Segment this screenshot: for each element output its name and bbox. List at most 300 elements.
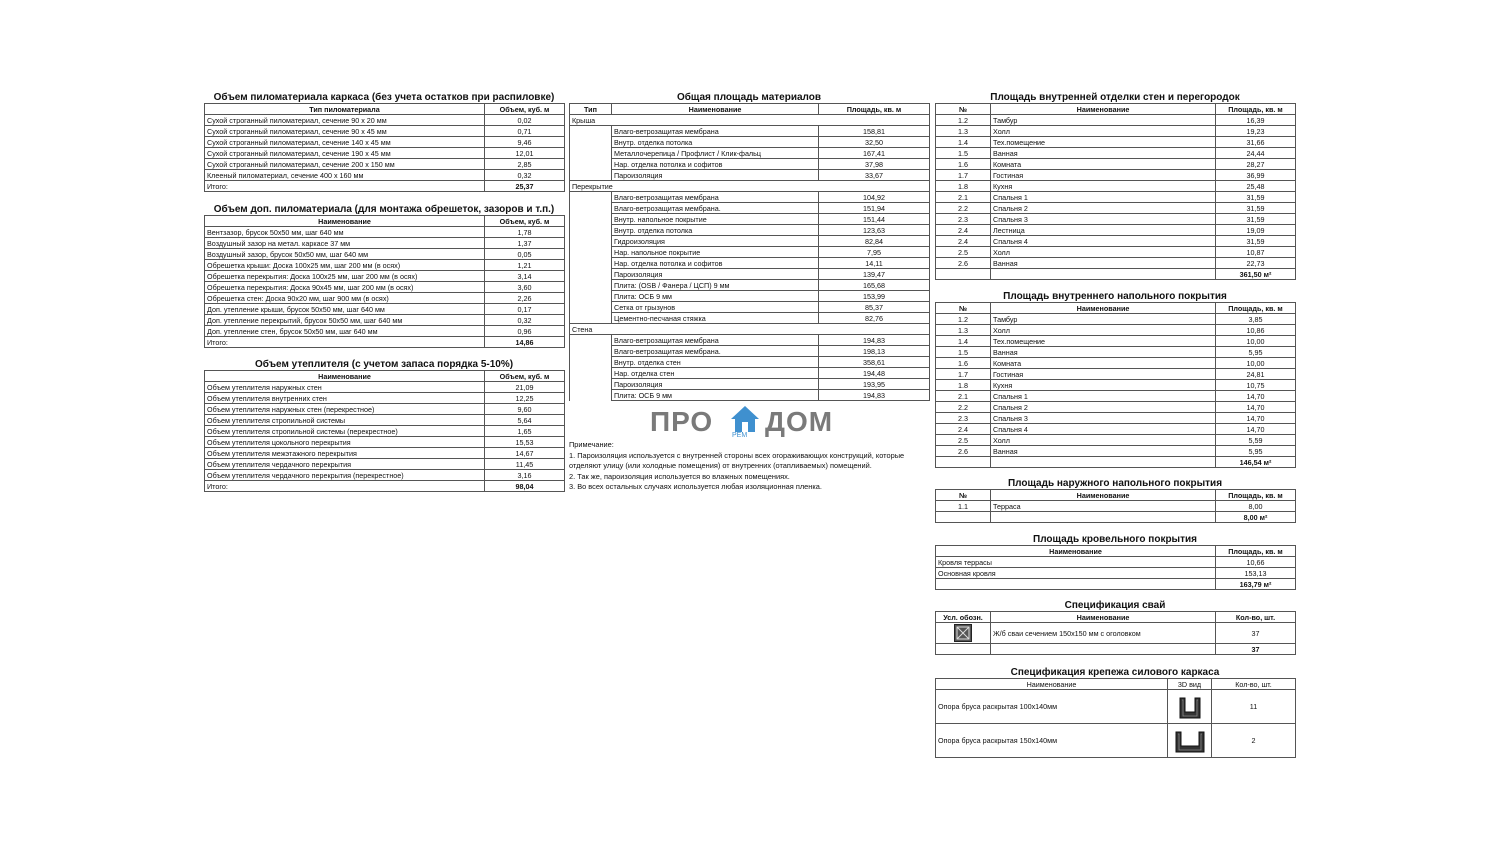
item-value: 0,96	[485, 326, 565, 337]
material-name: Внутр. напольное покрытие	[612, 214, 819, 225]
item-value: 3,14	[485, 271, 565, 282]
insulation-volume-section	[204, 359, 564, 492]
room-area: 24,44	[1216, 148, 1296, 159]
material-name: Гидроизоляция	[612, 236, 819, 247]
empty-cell	[936, 579, 1216, 590]
room-number: 1.5	[936, 347, 991, 358]
item-value: 5,64	[485, 415, 565, 426]
room-number: 2.1	[936, 192, 991, 203]
table-row	[570, 313, 930, 324]
table-row	[936, 181, 1296, 192]
logo-sub: РЕМ	[732, 432, 748, 439]
room-area: 10,00	[1216, 358, 1296, 369]
type-spacer	[570, 291, 612, 302]
material-area: 194,83	[819, 390, 930, 401]
table-row	[570, 302, 930, 313]
table-row	[205, 282, 565, 293]
table-row	[936, 236, 1296, 247]
table-row	[936, 347, 1296, 358]
beam-support-icon	[1173, 728, 1207, 754]
room-name: Тамбур	[991, 115, 1216, 126]
table-row	[205, 137, 565, 148]
table-row	[205, 249, 565, 260]
table-row	[570, 335, 930, 346]
item-value: 3,16	[485, 470, 565, 481]
material-name: Внутр. отделка стен	[612, 357, 819, 368]
room-name: Холл	[991, 126, 1216, 137]
empty-cell	[936, 457, 991, 468]
material-name: Цементно-песчаная стяжка	[612, 313, 819, 324]
table-row	[570, 236, 930, 247]
group-row	[570, 115, 930, 126]
material-area: 194,83	[819, 335, 930, 346]
room-area: 19,23	[1216, 126, 1296, 137]
table-row	[205, 426, 565, 437]
item-name: Сухой строганный пиломатериал, сечение 200 х 150 мм	[205, 159, 485, 170]
room-area: 5,59	[1216, 435, 1296, 446]
table-row	[205, 148, 565, 159]
table-row	[936, 690, 1296, 724]
type-spacer	[570, 379, 612, 390]
type-spacer	[570, 390, 612, 401]
pile-count: 37	[1216, 623, 1296, 644]
material-area: 14,11	[819, 258, 930, 269]
material-area: 82,76	[819, 313, 930, 324]
type-spacer	[570, 148, 612, 159]
total-row	[936, 457, 1296, 468]
frame-volume-section	[204, 92, 564, 192]
item-value: 21,09	[485, 382, 565, 393]
room-area: 3,85	[1216, 314, 1296, 325]
room-number: 1.7	[936, 369, 991, 380]
col-header: Наименование	[612, 104, 819, 115]
col-header: Кол-во, шт.	[1216, 612, 1296, 623]
item-name: Объем утеплителя стропильной системы	[205, 415, 485, 426]
table-row	[936, 247, 1296, 258]
table-row	[936, 159, 1296, 170]
table-row	[570, 148, 930, 159]
room-name: Тех.помещение	[991, 336, 1216, 347]
logo-text-left: ПРО	[650, 406, 714, 437]
room-name: Спальня 3	[991, 214, 1216, 225]
room-name: Комната	[991, 159, 1216, 170]
room-number: 1.3	[936, 126, 991, 137]
type-spacer	[570, 159, 612, 170]
item-value: 12,25	[485, 393, 565, 404]
item-value: 2,85	[485, 159, 565, 170]
total-row	[936, 644, 1296, 655]
table-row	[570, 203, 930, 214]
item-value: 0,05	[485, 249, 565, 260]
table-row	[936, 724, 1296, 758]
col-header: 3D вид	[1168, 679, 1212, 690]
room-name: Ванная	[991, 258, 1216, 269]
table-row	[205, 238, 565, 249]
fastener-name: Опора бруса раскрытая 150х140мм	[936, 724, 1168, 758]
col-header: Объем, куб. м	[485, 371, 565, 382]
table-row	[570, 126, 930, 137]
table-row	[570, 357, 930, 368]
col-header: Тип пиломатериала	[205, 104, 485, 115]
material-area: 198,13	[819, 346, 930, 357]
group-type: Крыша	[570, 115, 930, 126]
material-name: Внутр. отделка потолка	[612, 137, 819, 148]
table-row	[570, 280, 930, 291]
room-name: Кухня	[991, 181, 1216, 192]
table-row	[936, 380, 1296, 391]
roof-area: 153,13	[1216, 568, 1296, 579]
room-name: Терраса	[991, 501, 1216, 512]
material-area: 82,84	[819, 236, 930, 247]
item-value: 2,26	[485, 293, 565, 304]
type-spacer	[570, 302, 612, 313]
material-name: Влаго-ветрозащитая мембрана	[612, 192, 819, 203]
col-header: Наименование	[991, 104, 1216, 115]
material-name: Нар. отделка потолка и софитов	[612, 159, 819, 170]
room-name: Спальня 4	[991, 424, 1216, 435]
room-area: 22,73	[1216, 258, 1296, 269]
material-name: Плита: ОСБ 9 мм	[612, 390, 819, 401]
empty-cell	[991, 512, 1216, 523]
piles-table	[935, 611, 1296, 655]
item-name: Объем утеплителя наружных стен	[205, 382, 485, 393]
table-row	[205, 470, 565, 481]
fastener-3d-cell	[1168, 690, 1212, 724]
item-value: 1,65	[485, 426, 565, 437]
room-number: 2.6	[936, 258, 991, 269]
notes	[569, 440, 929, 493]
table-row	[936, 192, 1296, 203]
material-name: Пароизоляция	[612, 170, 819, 181]
room-number: 2.5	[936, 435, 991, 446]
table-row	[205, 382, 565, 393]
room-area: 36,99	[1216, 170, 1296, 181]
item-name: Клееный пиломатериал, сечение 400 х 160 мм	[205, 170, 485, 181]
table-row	[205, 159, 565, 170]
room-name: Кухня	[991, 380, 1216, 391]
floor-inner-section	[935, 291, 1295, 468]
item-name: Объем утеплителя стропильной системы (перекрестное)	[205, 426, 485, 437]
material-area: 85,37	[819, 302, 930, 313]
item-value: 9,46	[485, 137, 565, 148]
room-area: 10,75	[1216, 380, 1296, 391]
wall-finish-title: Площадь внутренней отделки стен и перегородок	[990, 92, 1240, 103]
col-header: Наименование	[205, 216, 485, 227]
room-number: 1.6	[936, 358, 991, 369]
note-line: 1. Пароизоляция используется с внутренней стороны всех огораживающих конструкций, которые	[569, 450, 905, 460]
table-row	[936, 314, 1296, 325]
note-line: 2. Так же, пароизоляция используется во влажных помещениях.	[569, 471, 790, 481]
wall-finish-section	[935, 92, 1295, 280]
room-name: Холл	[991, 435, 1216, 446]
insulation-volume-title: Объем утеплителя (с учетом запаса порядка 5-10%)	[254, 359, 514, 370]
table-row	[570, 137, 930, 148]
total-value: 361,50 м²	[1216, 269, 1296, 280]
col-header: №	[936, 490, 991, 501]
item-name: Обрешетка стен: Доска 90х20 мм, шаг 900 мм (в осях)	[205, 293, 485, 304]
room-number: 1.5	[936, 148, 991, 159]
room-number: 1.8	[936, 380, 991, 391]
room-area: 25,48	[1216, 181, 1296, 192]
extra-volume-section	[204, 204, 564, 348]
total-value: 98,04	[485, 481, 565, 492]
room-name: Спальня 1	[991, 391, 1216, 402]
item-name: Доп. утепление стен, брусок 50х50 мм, шаг 640 мм	[205, 326, 485, 337]
room-area: 19,09	[1216, 225, 1296, 236]
empty-cell	[991, 457, 1216, 468]
extra-volume-title: Объем доп. пиломатериала (для монтажа обрешеток, зазоров и т.п.)	[213, 204, 555, 215]
table-row	[205, 260, 565, 271]
room-number: 1.6	[936, 159, 991, 170]
material-name: Сетка от грызунов	[612, 302, 819, 313]
room-name: Ванная	[991, 148, 1216, 159]
wall-finish-table	[935, 103, 1296, 280]
item-value: 1,37	[485, 238, 565, 249]
total-row	[936, 579, 1296, 590]
type-spacer	[570, 247, 612, 258]
table-row	[205, 448, 565, 459]
material-name: Пароизоляция	[612, 269, 819, 280]
material-area: 104,92	[819, 192, 930, 203]
type-spacer	[570, 203, 612, 214]
col-header: Площадь, кв. м	[1216, 490, 1296, 501]
total-label: Итого:	[205, 337, 485, 348]
material-area: 358,61	[819, 357, 930, 368]
room-name: Гостиная	[991, 170, 1216, 181]
material-name: Пароизоляция	[612, 379, 819, 390]
table-row	[936, 501, 1296, 512]
room-area: 31,59	[1216, 214, 1296, 225]
room-number: 1.1	[936, 501, 991, 512]
col-header: Площадь, кв. м	[819, 104, 930, 115]
room-name: Холл	[991, 325, 1216, 336]
item-value: 3,60	[485, 282, 565, 293]
room-number: 2.4	[936, 236, 991, 247]
room-area: 10,86	[1216, 325, 1296, 336]
table-row	[936, 369, 1296, 380]
room-area: 14,70	[1216, 402, 1296, 413]
type-spacer	[570, 126, 612, 137]
col-header: №	[936, 104, 991, 115]
material-name: Влаго-ветрозащитая мембрана	[612, 335, 819, 346]
roof-cover-section	[935, 534, 1295, 590]
table-row	[205, 415, 565, 426]
table-row	[570, 247, 930, 258]
room-name: Спальня 4	[991, 236, 1216, 247]
roof-name: Кровля террасы	[936, 557, 1216, 568]
table-row	[570, 214, 930, 225]
material-area: 123,63	[819, 225, 930, 236]
col-header: Наименование	[205, 371, 485, 382]
material-area: 151,94	[819, 203, 930, 214]
total-value: 14,86	[485, 337, 565, 348]
item-value: 0,32	[485, 315, 565, 326]
material-area: 37,98	[819, 159, 930, 170]
type-spacer	[570, 137, 612, 148]
total-label: Итого:	[205, 481, 485, 492]
room-area: 14,70	[1216, 391, 1296, 402]
room-area: 10,00	[1216, 336, 1296, 347]
fastener-count: 11	[1212, 690, 1296, 724]
item-value: 0,71	[485, 126, 565, 137]
floor-inner-table	[935, 302, 1296, 468]
table-row	[570, 159, 930, 170]
room-number: 1.4	[936, 336, 991, 347]
prodom-logo	[650, 403, 850, 443]
table-row	[205, 115, 565, 126]
room-name: Ванная	[991, 347, 1216, 358]
room-area: 5,95	[1216, 347, 1296, 358]
material-name: Нар. отделка стен	[612, 368, 819, 379]
room-number: 2.2	[936, 203, 991, 214]
table-row	[570, 258, 930, 269]
table-row	[936, 214, 1296, 225]
table-row	[936, 413, 1296, 424]
pile-symbol-icon	[954, 624, 972, 642]
type-spacer	[570, 269, 612, 280]
item-name: Воздушный зазор на метал. каркасе 37 мм	[205, 238, 485, 249]
col-header: Площадь, кв. м	[1216, 303, 1296, 314]
table-row	[936, 568, 1296, 579]
table-row	[205, 459, 565, 470]
item-value: 0,17	[485, 304, 565, 315]
material-name: Нар. отделка потолка и софитов	[612, 258, 819, 269]
table-row	[936, 435, 1296, 446]
item-value: 15,53	[485, 437, 565, 448]
table-row	[936, 203, 1296, 214]
fasteners-table	[935, 678, 1296, 758]
table-row	[936, 402, 1296, 413]
group-row	[570, 181, 930, 192]
floor-outer-section	[935, 478, 1295, 523]
room-area: 14,70	[1216, 413, 1296, 424]
item-value: 0,32	[485, 170, 565, 181]
roof-cover-title: Площадь кровельного покрытия	[1033, 534, 1197, 545]
type-spacer	[570, 335, 612, 346]
col-header: Наименование	[991, 490, 1216, 501]
total-row	[936, 512, 1296, 523]
type-spacer	[570, 170, 612, 181]
extra-volume-table	[204, 215, 565, 348]
col-header: Наименование	[936, 679, 1168, 690]
room-number: 1.4	[936, 137, 991, 148]
pile-name: Ж/б сваи сечением 150х150 мм с оголовком	[991, 623, 1216, 644]
total-value: 163,79 м²	[1216, 579, 1296, 590]
total-row	[205, 181, 565, 192]
table-row	[936, 126, 1296, 137]
col-header: Объем, куб. м	[485, 216, 565, 227]
room-number: 2.3	[936, 214, 991, 225]
item-value: 9,60	[485, 404, 565, 415]
room-number: 1.3	[936, 325, 991, 336]
floor-outer-title: Площадь наружного напольного покрытия	[1007, 478, 1223, 489]
fasteners-title: Спецификация крепежа силового каркаса	[1010, 667, 1220, 678]
pile-symbol-cell	[936, 623, 991, 644]
table-row	[205, 227, 565, 238]
item-name: Обрешетка крыши: Доска 100х25 мм, шаг 200 мм (в осях)	[205, 260, 485, 271]
table-row	[570, 170, 930, 181]
table-row	[205, 293, 565, 304]
col-header: Тип	[570, 104, 612, 115]
materials-area-table	[569, 103, 930, 401]
table-row	[936, 258, 1296, 269]
table-row	[570, 346, 930, 357]
item-name: Доп. утепление перекрытий, брусок 50х50 мм, шаг 640 мм	[205, 315, 485, 326]
group-type: Стена	[570, 324, 930, 335]
item-name: Доп. утепление крыши, брусок 50х50 мм, шаг 640 мм	[205, 304, 485, 315]
room-name: Комната	[991, 358, 1216, 369]
item-name: Сухой строганный пиломатериал, сечение 90 х 45 мм	[205, 126, 485, 137]
room-number: 1.7	[936, 170, 991, 181]
type-spacer	[570, 258, 612, 269]
item-name: Объем утеплителя межэтажного перекрытия	[205, 448, 485, 459]
room-name: Спальня 2	[991, 402, 1216, 413]
room-number: 2.2	[936, 402, 991, 413]
fastener-count: 2	[1212, 724, 1296, 758]
room-area: 31,66	[1216, 137, 1296, 148]
frame-volume-table	[204, 103, 565, 192]
room-area: 10,87	[1216, 247, 1296, 258]
type-spacer	[570, 192, 612, 203]
note-line: 3. Во всех остальных случаях используется любая изоляционная пленка.	[569, 482, 822, 491]
logo-text-right: ДОМ	[765, 406, 834, 437]
item-value: 11,45	[485, 459, 565, 470]
material-name: Влаго-ветрозащитая мембрана.	[612, 203, 819, 214]
table-row	[570, 291, 930, 302]
material-name: Внутр. отделка потолка	[612, 225, 819, 236]
total-value: 8,00 м²	[1216, 512, 1296, 523]
col-header: Кол-во, шт.	[1212, 679, 1296, 690]
item-name: Воздушный зазор, брусок 50х50 мм, шаг 640 мм	[205, 249, 485, 260]
material-area: 193,95	[819, 379, 930, 390]
room-name: Тамбур	[991, 314, 1216, 325]
room-name: Холл	[991, 247, 1216, 258]
table-row	[205, 304, 565, 315]
group-row	[570, 324, 930, 335]
material-name: Влаго-ветрозащитая мембрана.	[612, 346, 819, 357]
col-header: Площадь, кв. м	[1216, 104, 1296, 115]
material-area: 33,67	[819, 170, 930, 181]
item-value: 1,78	[485, 227, 565, 238]
table-row	[936, 336, 1296, 347]
room-number: 2.4	[936, 225, 991, 236]
notes-title: Примечание:	[569, 440, 614, 449]
materials-area-title: Общая площадь материалов	[676, 92, 822, 103]
room-number: 2.3	[936, 413, 991, 424]
total-row	[936, 269, 1296, 280]
table-row	[936, 170, 1296, 181]
table-row	[936, 148, 1296, 159]
frame-volume-title: Объем пиломатериала каркаса (без учета остатков при распиловке)	[213, 92, 555, 103]
room-number: 2.6	[936, 446, 991, 457]
fastener-name: Опора бруса раскрытая 100х140мм	[936, 690, 1168, 724]
table-row	[936, 115, 1296, 126]
col-header: Объем, куб. м	[485, 104, 565, 115]
room-name: Спальня 1	[991, 192, 1216, 203]
note-line: отделяют улицу (или холодные помещения) от внутренних (отапливаемых) помещений.	[569, 461, 872, 470]
total-value: 146,54 м²	[1216, 457, 1296, 468]
roof-area: 10,66	[1216, 557, 1296, 568]
room-area: 8,00	[1216, 501, 1296, 512]
item-value: 1,21	[485, 260, 565, 271]
material-area: 32,50	[819, 137, 930, 148]
room-number: 1.2	[936, 115, 991, 126]
room-name: Спальня 2	[991, 203, 1216, 214]
table-row	[205, 437, 565, 448]
room-name: Ванная	[991, 446, 1216, 457]
type-spacer	[570, 225, 612, 236]
room-area: 24,81	[1216, 369, 1296, 380]
